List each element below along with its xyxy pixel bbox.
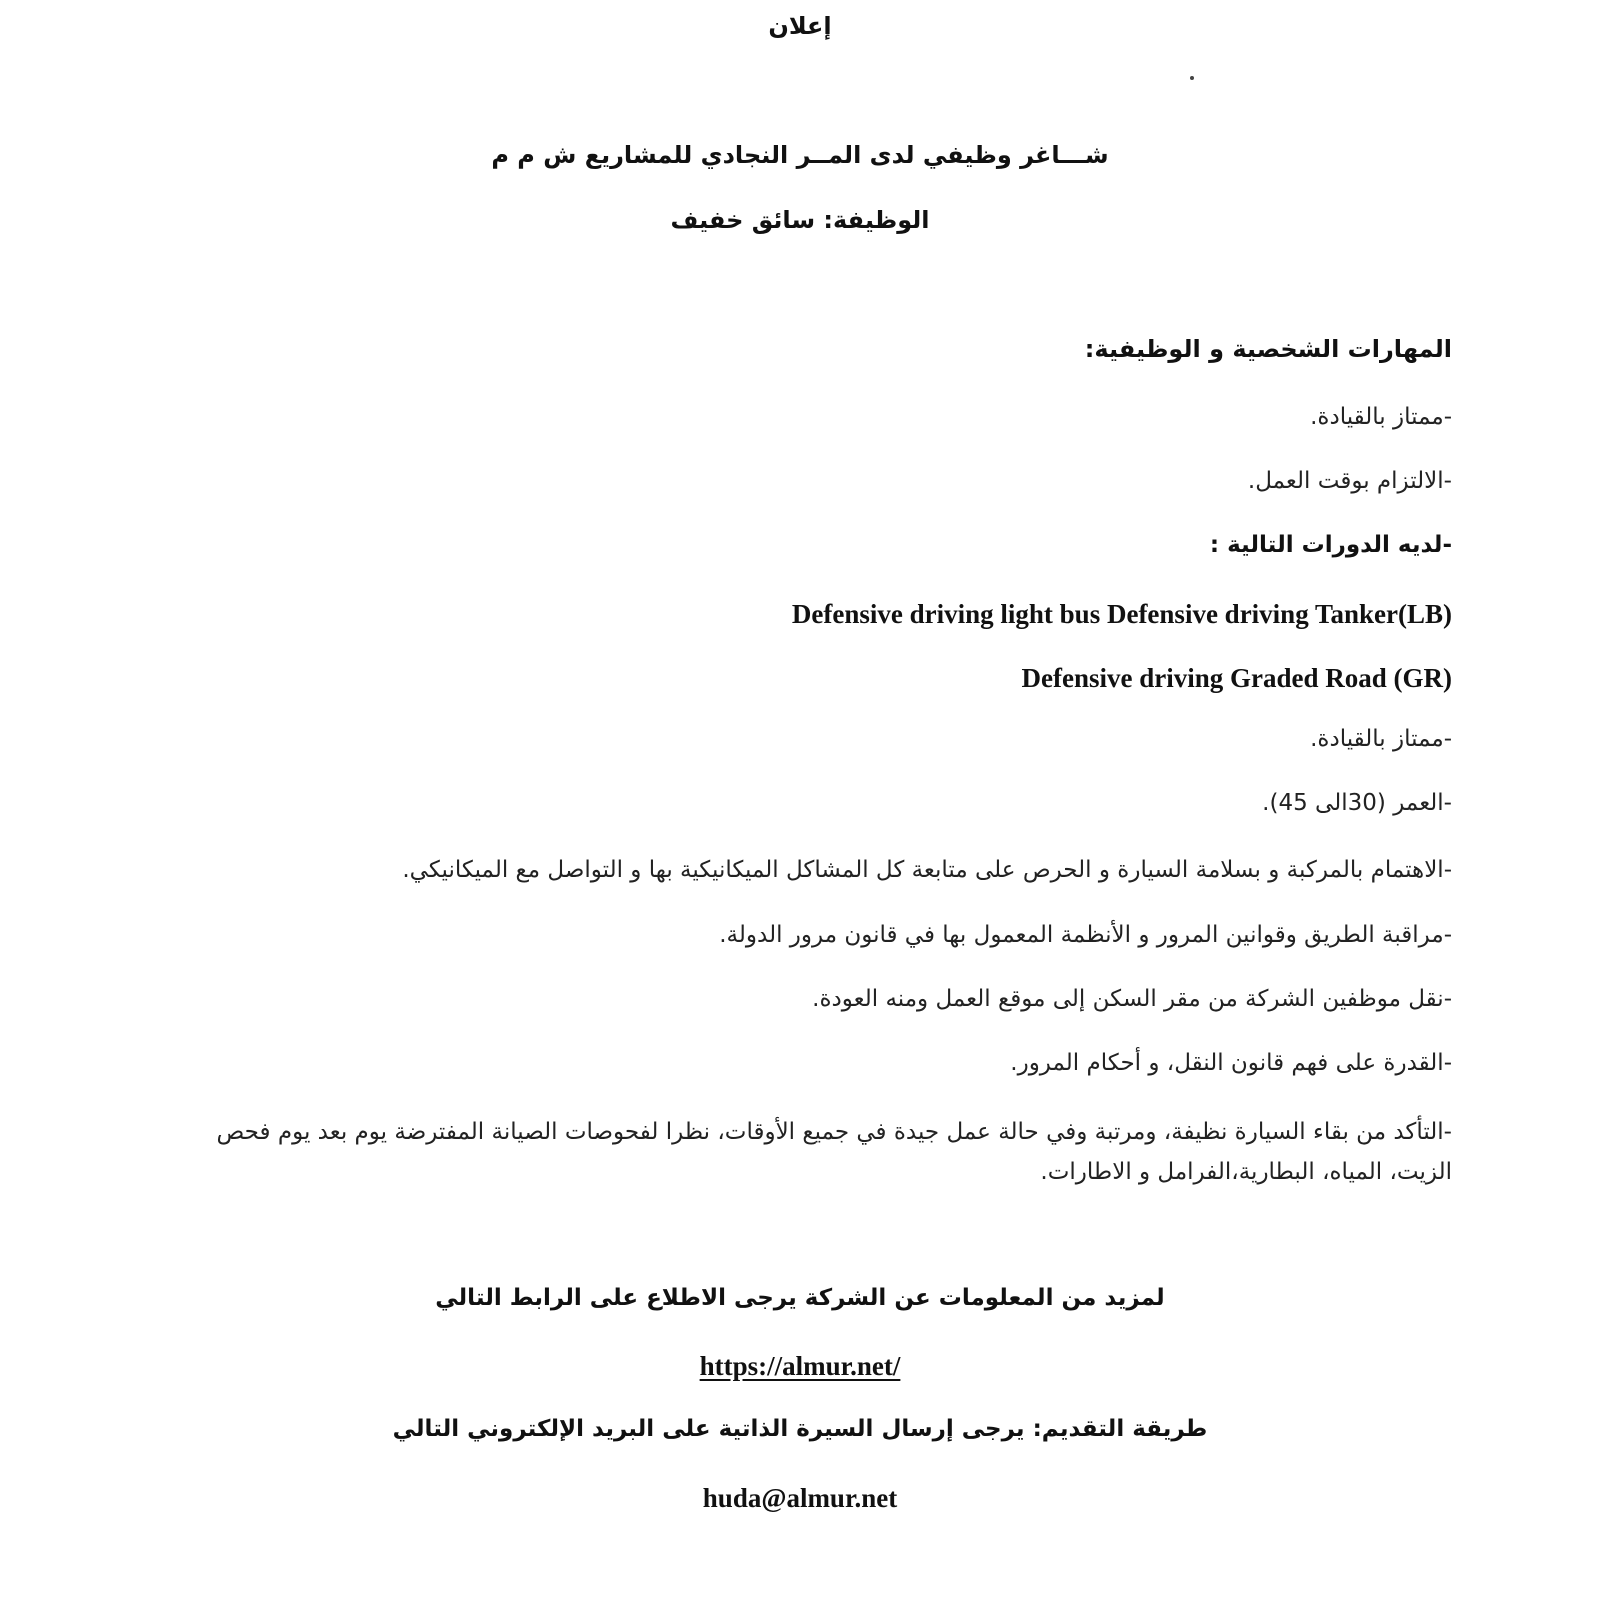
skill-item: -نقل موظفين الشركة من مقر السكن إلى موقع العمل ومنه العودة. xyxy=(812,986,1452,1012)
age-requirement: -العمر (30الى 45). xyxy=(1262,790,1452,816)
maintenance-item: -التأكد من بقاء السيارة نظيفة، ومرتبة وفي حالة عمل جيدة في جميع الأوقات، نظرا لفحوصات الصيانة المفترضة يوم بعد يوم فحص الزيت، المياه، البطارية،الفرامل و الاطارات. xyxy=(216,1119,1452,1185)
more-info-text: لمزيد من المعلومات عن الشركة يرجى الاطلاع على الرابط التالي xyxy=(435,1285,1165,1311)
skill-item: -ممتاز بالقيادة. xyxy=(1310,726,1452,752)
apply-instructions: طريقة التقديم: يرجى إرسال السيرة الذاتية على البريد الإلكتروني التالي xyxy=(392,1416,1208,1442)
scan-speck xyxy=(1190,76,1194,80)
skill-item: -مراقبة الطريق وقوانين المرور و الأنظمة المعمول بها في قانون مرور الدولة. xyxy=(719,922,1452,948)
skills-heading: المهارات الشخصية و الوظيفية: xyxy=(1084,335,1452,363)
skill-item: -القدرة على فهم قانون النقل، و أحكام المرور. xyxy=(1010,1050,1452,1076)
email-address[interactable]: huda@almur.net xyxy=(702,1483,898,1513)
job-title: الوظيفة: سائق خفيف xyxy=(670,206,930,234)
announcement-title: إعلان xyxy=(768,12,832,40)
course-line: Defensive driving Graded Road (GR) xyxy=(1021,663,1452,693)
skill-item: -الاهتمام بالمركبة و بسلامة السيارة و الحرص على متابعة كل المشاكل الميكانيكية بها و التواصل مع الميكانيكي. xyxy=(402,857,1452,883)
skill-item: -ممتاز بالقيادة. xyxy=(1310,404,1452,430)
skill-item: -الالتزام بوقت العمل. xyxy=(1247,468,1452,494)
course-line: Defensive driving light bus Defensive driving Tanker(LB) xyxy=(791,599,1452,629)
website-link[interactable]: https://almur.net/ xyxy=(699,1351,901,1381)
vacancy-heading: شـــاغر وظيفي لدى المــر النجادي للمشاريع ش م م xyxy=(491,141,1109,169)
courses-heading: -لديه الدورات التالية : xyxy=(1209,532,1452,558)
